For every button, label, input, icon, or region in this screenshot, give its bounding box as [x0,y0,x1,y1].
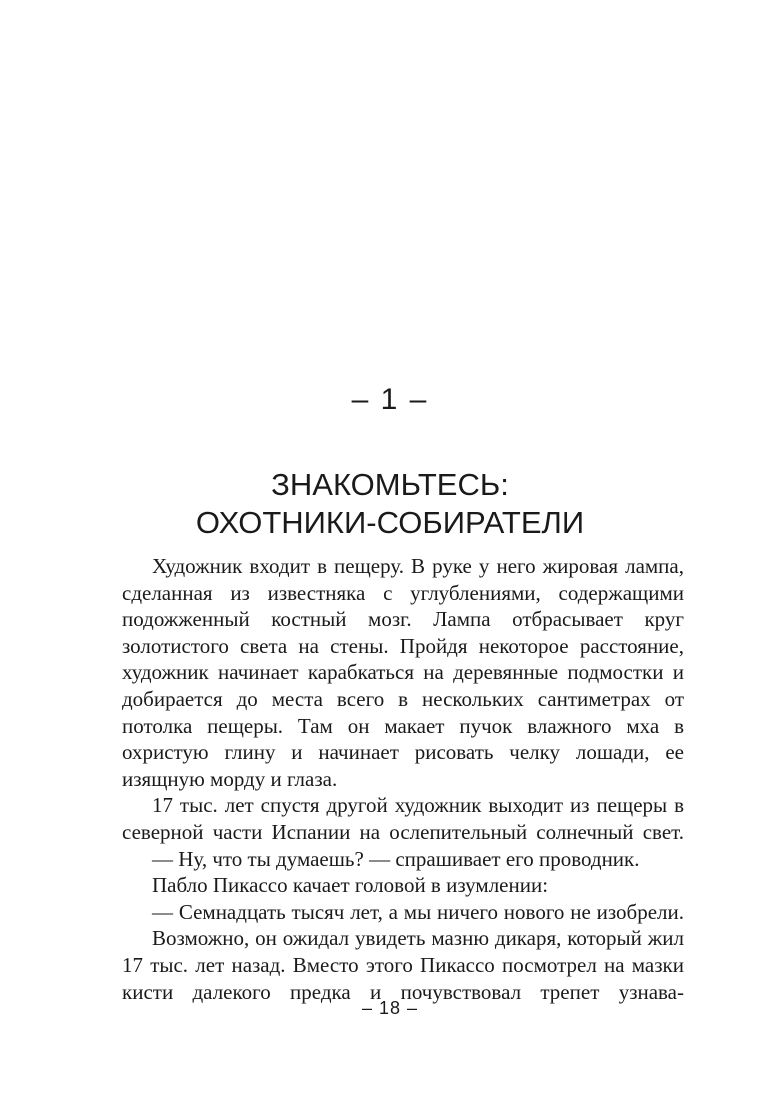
paragraph: Пабло Пикассо качает головой в изумлении: [152,873,549,898]
paragraph: 17 тыс. лет спустя другой художник выходит из пещеры в северной части Испании на ослепительный солнечный свет. [122,793,684,844]
paragraph: Художник входит в пещеру. В руке у него жировая лампа, сделанная из известняка с углублениями, содержащими подожженный костный мозг. Лампа отбрасывает круг золотистого света на стены. Пройдя некоторое расстояние, художник начинает карабкаться на деревянные подмостки и добирается до места всего в нескольких сантиметрах от потолка пещеры. Там он макает пучок влажного мха в охристую глину и начинает рисовать челку лошади, ее изящную морду и глаза. [122,554,684,791]
page-number: – 18 – [361,998,419,1018]
chapter-title-line-2: ОХОТНИКИ-СОБИРАТЕЛИ [195,505,585,540]
paragraph: — Семнадцать тысяч лет, а мы ничего нового не изобрели. [152,899,684,924]
chapter-title [0,466,780,542]
chapter-title-line-1: ЗНАКОМЬТЕСЬ: [271,467,509,502]
paragraph: Возможно, он ожидал увидеть мазню дикаря, который жил 17 тыс. лет назад. Вместо этого Пикассо посмотрел на мазки кисти далекого предка и почувствовал трепет узнава- [122,926,684,1004]
body-text [122,553,684,1005]
chapter-number: – 1 – [351,383,429,416]
paragraph: — Ну, что ты думаешь? — спрашивает его проводник. [152,846,640,871]
